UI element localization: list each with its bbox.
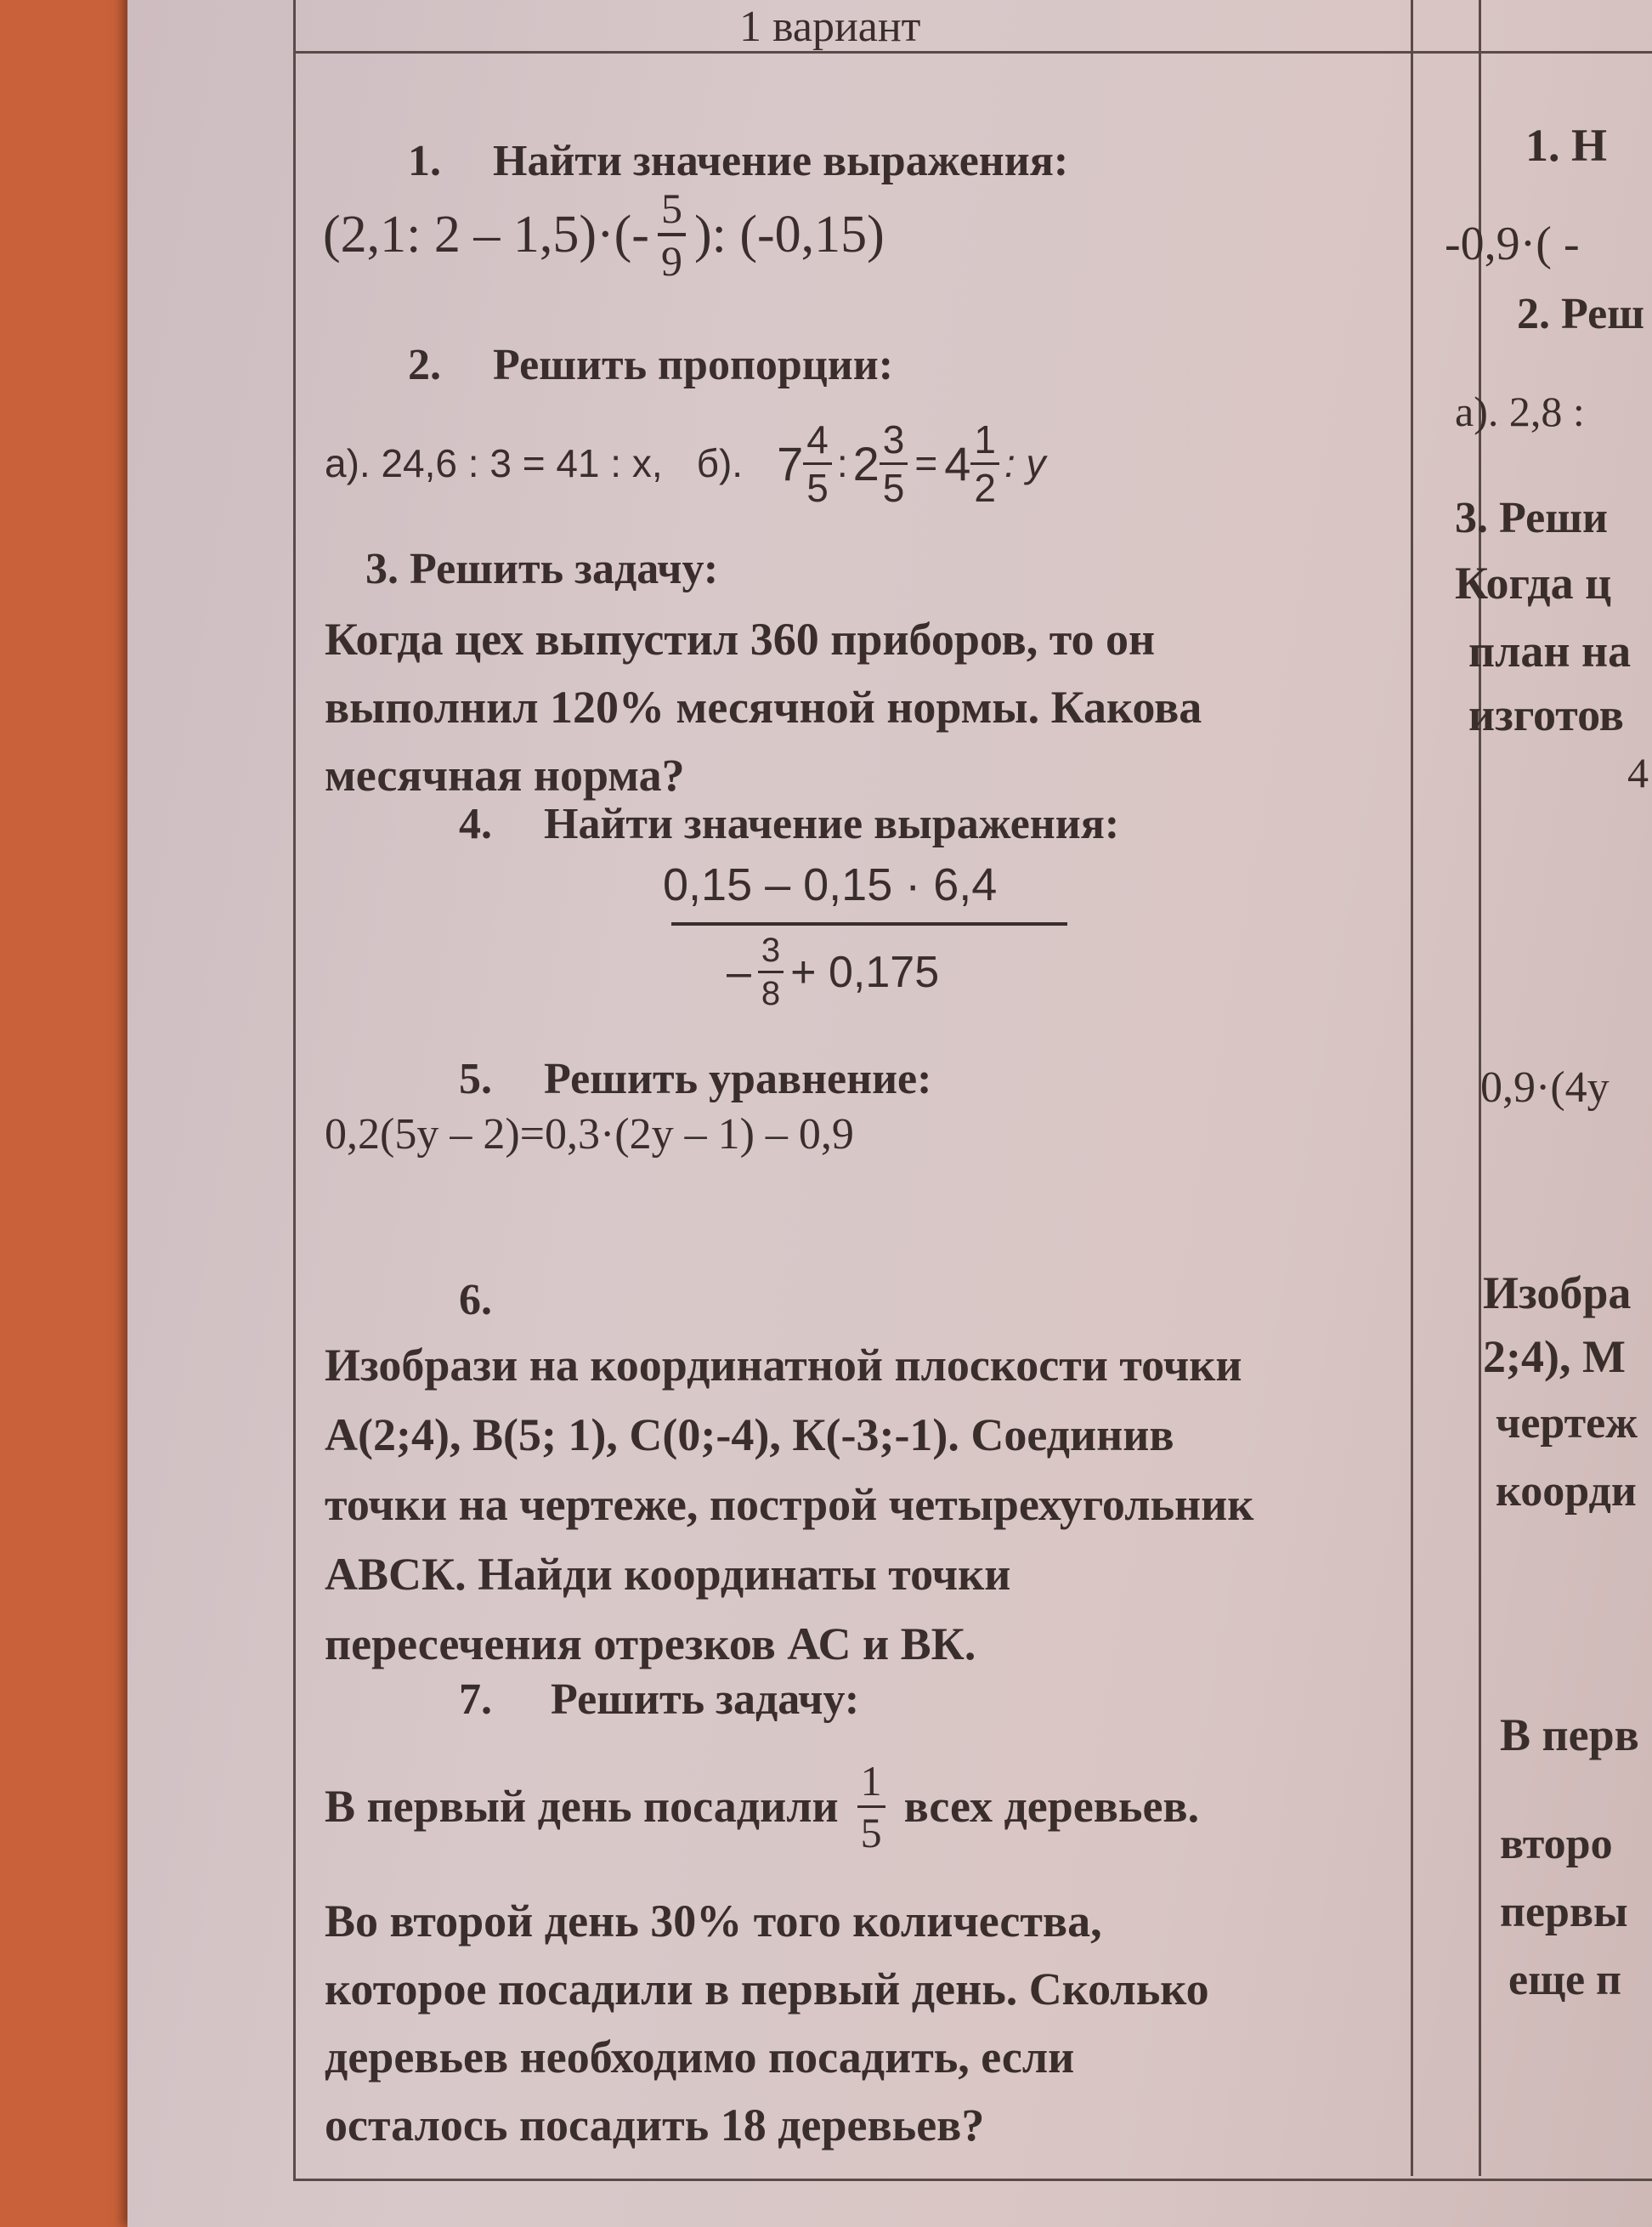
mixed-3-den: 2 bbox=[974, 465, 996, 510]
column-divider bbox=[1411, 0, 1413, 2176]
mixed-3-num: 1 bbox=[970, 420, 999, 465]
task-3-line: выполнил 120% месячной нормы. Какова bbox=[325, 682, 1202, 733]
task-6-line: АВСК. Найди координаты точки bbox=[325, 1549, 1011, 1600]
task-4-denominator bbox=[727, 933, 939, 1011]
mixed-3-whole: 4 bbox=[944, 436, 971, 490]
task-7-text bbox=[325, 1887, 1209, 2159]
task-7-fraction bbox=[857, 1756, 885, 1856]
mixed-1-den: 5 bbox=[806, 465, 829, 510]
colon-1: : bbox=[836, 441, 848, 485]
task-2-part-b-label: б). bbox=[696, 441, 744, 485]
task-7-line: Во второй день 30% того количества, bbox=[325, 1896, 1102, 1946]
right-text: Когда ц bbox=[1455, 558, 1612, 609]
mixed-1-frac bbox=[803, 416, 832, 510]
task-6-number: 6. bbox=[459, 1276, 492, 1324]
task-1-title: Найти значение выражения: bbox=[493, 137, 1069, 185]
right-text: 2;4), М bbox=[1483, 1331, 1626, 1382]
right-text: а). 2,8 : bbox=[1455, 388, 1585, 435]
right-text: чертеж bbox=[1496, 1399, 1638, 1448]
task-6-text bbox=[325, 1330, 1253, 1679]
equals-sign: = bbox=[914, 441, 938, 485]
variant-header: 1 вариант bbox=[739, 3, 921, 51]
task-2-number: 2. bbox=[408, 341, 441, 389]
task-7-line1-b: всех деревьев. bbox=[903, 1781, 1200, 1832]
task-1-frac-num: 5 bbox=[658, 187, 686, 236]
task-4-number: 4. bbox=[459, 800, 492, 848]
task-1-frac-den: 9 bbox=[660, 237, 682, 285]
task-7-line: осталось посадить 18 деревьев? bbox=[325, 2100, 985, 2150]
task-7-frac-num: 1 bbox=[857, 1760, 885, 1808]
mixed-2-num: 3 bbox=[880, 420, 908, 465]
task-2-proportions bbox=[325, 400, 1046, 527]
right-text: -0,9·( - bbox=[1445, 218, 1580, 270]
mixed-1-num: 4 bbox=[803, 420, 832, 465]
task-1-expression bbox=[323, 184, 885, 285]
task-7-frac-den: 5 bbox=[860, 1808, 882, 1856]
task-5-title: Решить уравнение: bbox=[544, 1055, 932, 1103]
right-text: второ bbox=[1500, 1820, 1613, 1868]
right-text: изготов bbox=[1468, 689, 1624, 740]
task-7-line: которое посадили в первый день. Сколько bbox=[325, 1964, 1209, 2014]
mixed-2-den: 5 bbox=[882, 465, 905, 510]
task-6-line: Изобрази на координатной плоскости точки bbox=[325, 1340, 1242, 1391]
task-4-den-tail: + 0,175 bbox=[790, 947, 940, 997]
header-divider bbox=[293, 51, 1652, 54]
task-6-line: пересечения отрезков АС и ВК. bbox=[325, 1618, 976, 1669]
task-3-line: Когда цех выпустил 360 приборов, то он bbox=[325, 614, 1156, 665]
task-4-fraction-bar bbox=[671, 922, 1067, 926]
right-text: коорди bbox=[1496, 1467, 1637, 1516]
task-2-title: Решить пропорции: bbox=[493, 341, 894, 389]
task-2-tail: : y bbox=[1004, 441, 1046, 485]
right-text: 4 bbox=[1627, 749, 1649, 796]
right-text: первы bbox=[1500, 1888, 1628, 1936]
task-4-den-den: 8 bbox=[761, 975, 781, 1012]
right-text: Изобра bbox=[1483, 1267, 1632, 1318]
task-1-fraction bbox=[658, 184, 686, 285]
task-7-first-line bbox=[325, 1742, 1199, 1870]
task-3-title: 3. Решить задачу: bbox=[365, 545, 719, 593]
right-text: В перв bbox=[1500, 1709, 1639, 1760]
task-6-line: А(2;4), В(5; 1), С(0;-4), К(-3;-1). Соединив bbox=[325, 1409, 1174, 1460]
task-3-line: месячная норма? bbox=[325, 750, 685, 801]
mixed-3-frac bbox=[970, 416, 999, 510]
task-3-text bbox=[325, 605, 1202, 809]
right-text: 3. Реши bbox=[1455, 494, 1609, 542]
right-text: 0,9·(4у bbox=[1480, 1063, 1610, 1112]
task-7-line1-a: В первый день посадили bbox=[325, 1781, 839, 1832]
task-7-line: деревьев необходимо посадить, если bbox=[325, 2032, 1075, 2082]
task-5-number: 5. bbox=[459, 1055, 492, 1103]
task-4-den-num: 3 bbox=[758, 933, 784, 973]
task-1-expr-right: ): (-0,15) bbox=[693, 205, 885, 264]
task-4-numerator: 0,15 – 0,15 · 6,4 bbox=[663, 859, 998, 910]
task-7-title: Решить задачу: bbox=[551, 1675, 860, 1724]
mixed-2-frac bbox=[880, 416, 908, 510]
right-text: еще п bbox=[1508, 1956, 1622, 2004]
task-5-equation: 0,2(5у – 2)=0,3·(2у – 1) – 0,9 bbox=[325, 1110, 854, 1159]
task-7-number: 7. bbox=[459, 1675, 492, 1724]
task-4-den-frac bbox=[758, 933, 784, 1011]
right-text: 2. Реш bbox=[1517, 290, 1645, 338]
right-text: план на bbox=[1468, 626, 1632, 677]
task-6-line: точки на чертеже, построй четырехугольник bbox=[325, 1479, 1254, 1530]
mixed-1-whole: 7 bbox=[777, 436, 804, 490]
task-2-part-a: а). 24,6 : 3 = 41 : х, bbox=[325, 441, 663, 485]
task-4-title: Найти значение выражения: bbox=[544, 800, 1120, 848]
task-1-number: 1. bbox=[408, 137, 441, 185]
task-1-expr-left: (2,1: 2 – 1,5)·(- bbox=[323, 205, 649, 264]
mixed-2-whole: 2 bbox=[852, 436, 880, 490]
task-4-den-minus: – bbox=[727, 947, 751, 997]
right-text: 1. Н bbox=[1525, 120, 1608, 171]
